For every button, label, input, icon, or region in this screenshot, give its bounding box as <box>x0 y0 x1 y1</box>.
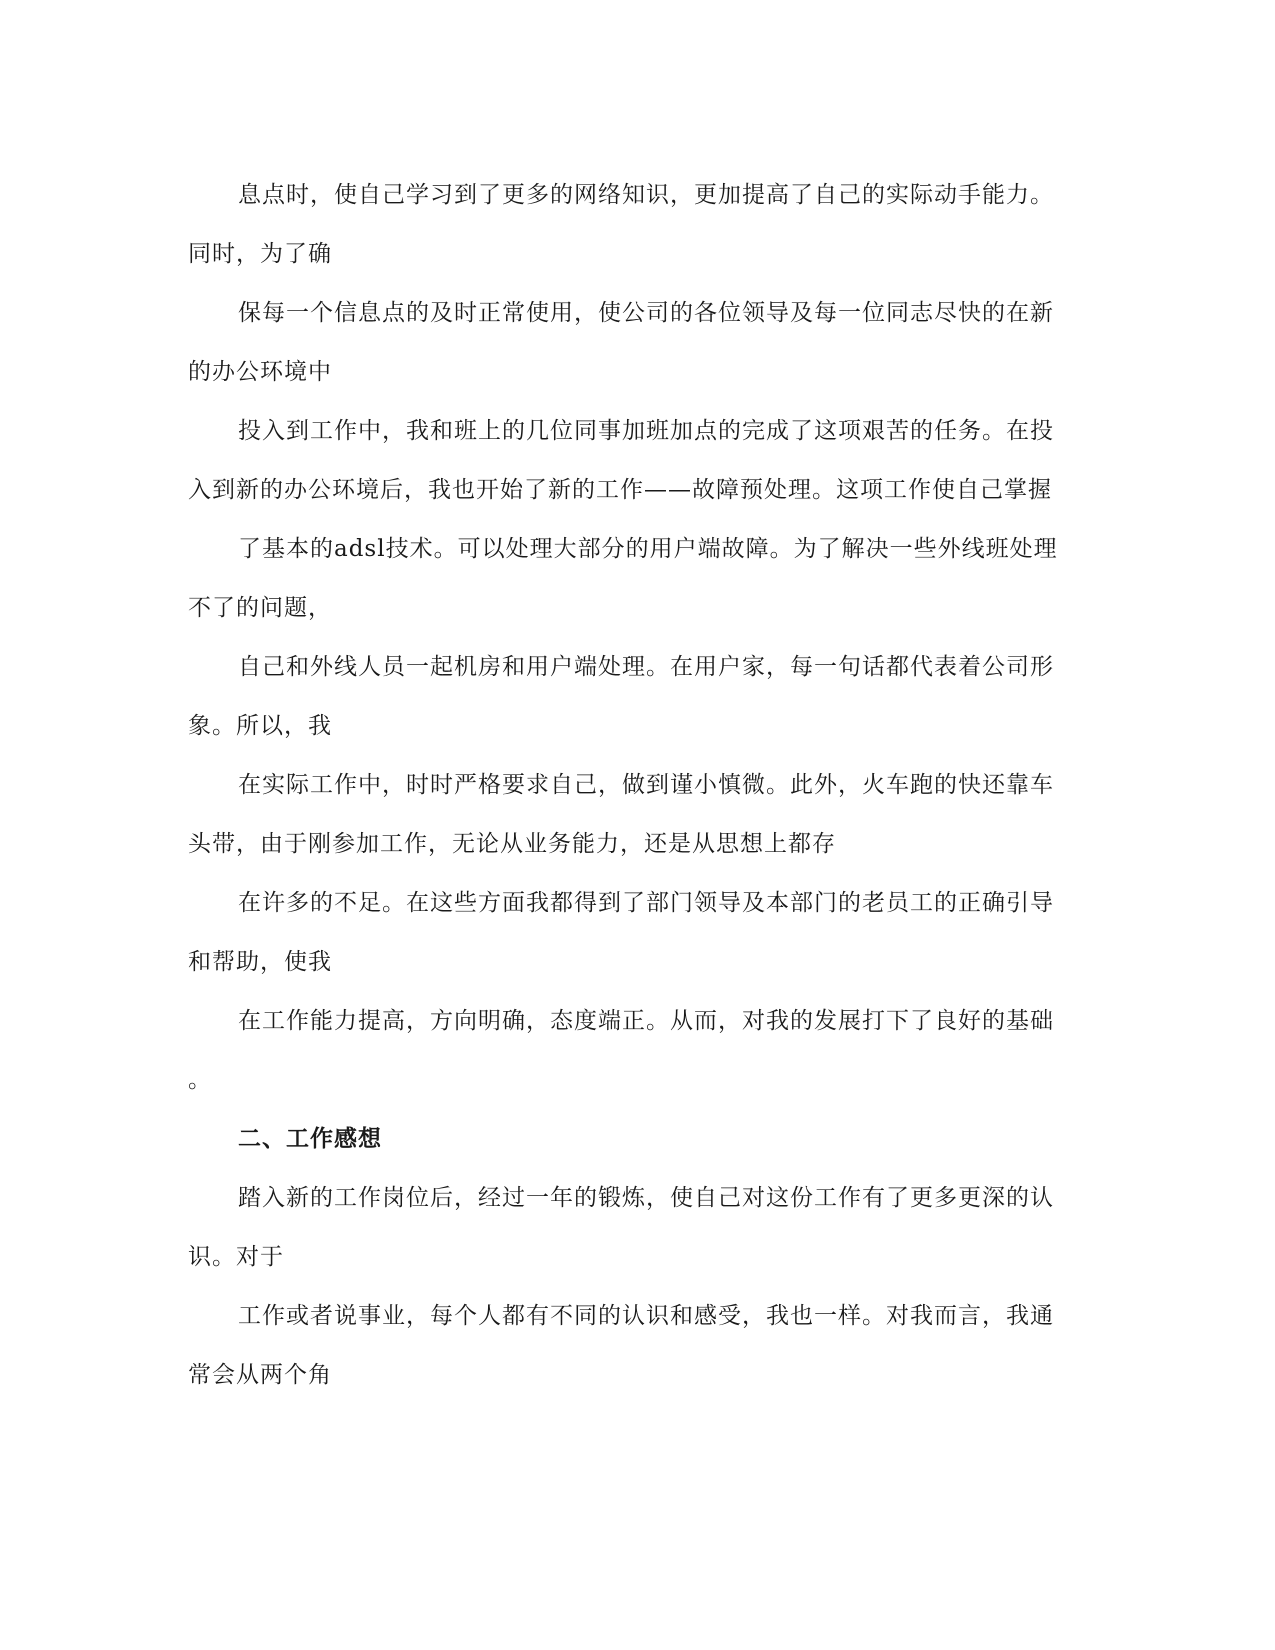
text-line: 在许多的不足。在这些方面我都得到了部门领导及本部门的老员工的正确引导 <box>238 890 1054 916</box>
text-line: 息点时，使自己学习到了更多的网络知识，更加提高了自己的实际动手能力。 <box>238 182 1054 208</box>
text-line: 在实际工作中，时时严格要求自己，做到谨小慎微。此外，火车跑的快还靠车 <box>238 772 1054 798</box>
text-line: 了基本的adsl技术。可以处理大部分的用户端故障。为了解决一些外线班处理 <box>238 536 1058 562</box>
text-line: 象。所以，我 <box>188 713 332 739</box>
text-line: 的办公环境中 <box>188 359 332 385</box>
text-line: 入到新的办公环境后，我也开始了新的工作——故障预处理。这项工作使自己掌握 <box>188 477 1052 503</box>
text-line: 不了的问题， <box>188 595 332 621</box>
text-line: 保每一个信息点的及时正常使用，使公司的各位领导及每一位同志尽快的在新 <box>238 300 1054 326</box>
text-line: 同时，为了确 <box>188 241 332 267</box>
text-line: 识。对于 <box>188 1244 284 1270</box>
text-line: 和帮助，使我 <box>188 949 332 975</box>
text-line: 。 <box>188 1067 212 1093</box>
text-line: 投入到工作中，我和班上的几位同事加班加点的完成了这项艰苦的任务。在投 <box>238 418 1054 444</box>
text-line: 自己和外线人员一起机房和用户端处理。在用户家，每一句话都代表着公司形 <box>238 654 1054 680</box>
section-heading: 二、工作感想 <box>238 1126 382 1152</box>
document-body <box>188 166 1088 1405</box>
text-line: 常会从两个角 <box>188 1362 332 1388</box>
text-line: 踏入新的工作岗位后，经过一年的锻炼，使自己对这份工作有了更多更深的认 <box>238 1185 1054 1211</box>
text-line: 在工作能力提高，方向明确，态度端正。从而，对我的发展打下了良好的基础 <box>238 1008 1054 1034</box>
text-line: 头带，由于刚参加工作，无论从业务能力，还是从思想上都存 <box>188 831 836 857</box>
text-line: 工作或者说事业，每个人都有不同的认识和感受，我也一样。对我而言，我通 <box>238 1303 1054 1329</box>
